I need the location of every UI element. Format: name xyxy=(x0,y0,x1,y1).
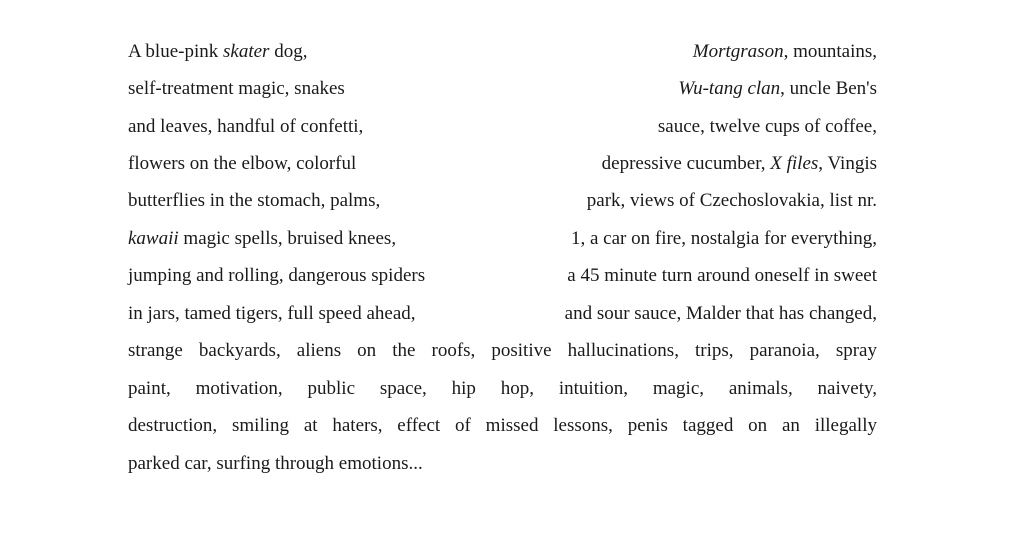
left-line-2: self-treatment magic, snakes xyxy=(128,78,345,99)
right-line-3: sauce, twelve cups of coffee, xyxy=(657,116,877,137)
right-line-2: Wu-tang clan, uncle Ben's xyxy=(678,78,877,99)
right-line-5: park, views of Czechoslovakia, list nr. xyxy=(586,190,877,211)
left-line-3: and leaves, handful of confetti, xyxy=(128,116,364,137)
full-line-4: parked car, surfing through emotions... xyxy=(128,453,423,474)
full-line-3: destruction, smiling at haters, effect of missed lessons, penis tagged on an illegally xyxy=(128,415,877,436)
full-line-2: paint, motivation, public space, hip hop, intuition, magic, animals, naivety, xyxy=(128,378,877,399)
left-line-4: flowers on the elbow, colorful xyxy=(128,153,357,174)
left-line-7: jumping and rolling, dangerous spiders xyxy=(128,265,426,286)
left-line-8: in jars, tamed tigers, full speed ahead, xyxy=(128,303,416,324)
right-line-1: Mortgrason, mountains, xyxy=(692,41,877,62)
right-line-6: 1, a car on fire, nostalgia for everything, xyxy=(571,228,877,249)
left-line-6: kawaii magic spells, bruised knees, xyxy=(128,228,397,249)
right-line-7: a 45 minute turn around oneself in sweet xyxy=(567,265,877,286)
right-line-8: and sour sauce, Malder that has changed, xyxy=(564,303,877,324)
right-line-4: depressive cucumber, X files, Vingis xyxy=(601,153,877,174)
left-line-1: A blue-pink skater dog, xyxy=(128,41,308,62)
full-line-1: strange backyards, aliens on the roofs, positive hallucinations, trips, paranoia, spray xyxy=(128,340,877,361)
left-line-5: butterflies in the stomach, palms, xyxy=(128,190,381,211)
